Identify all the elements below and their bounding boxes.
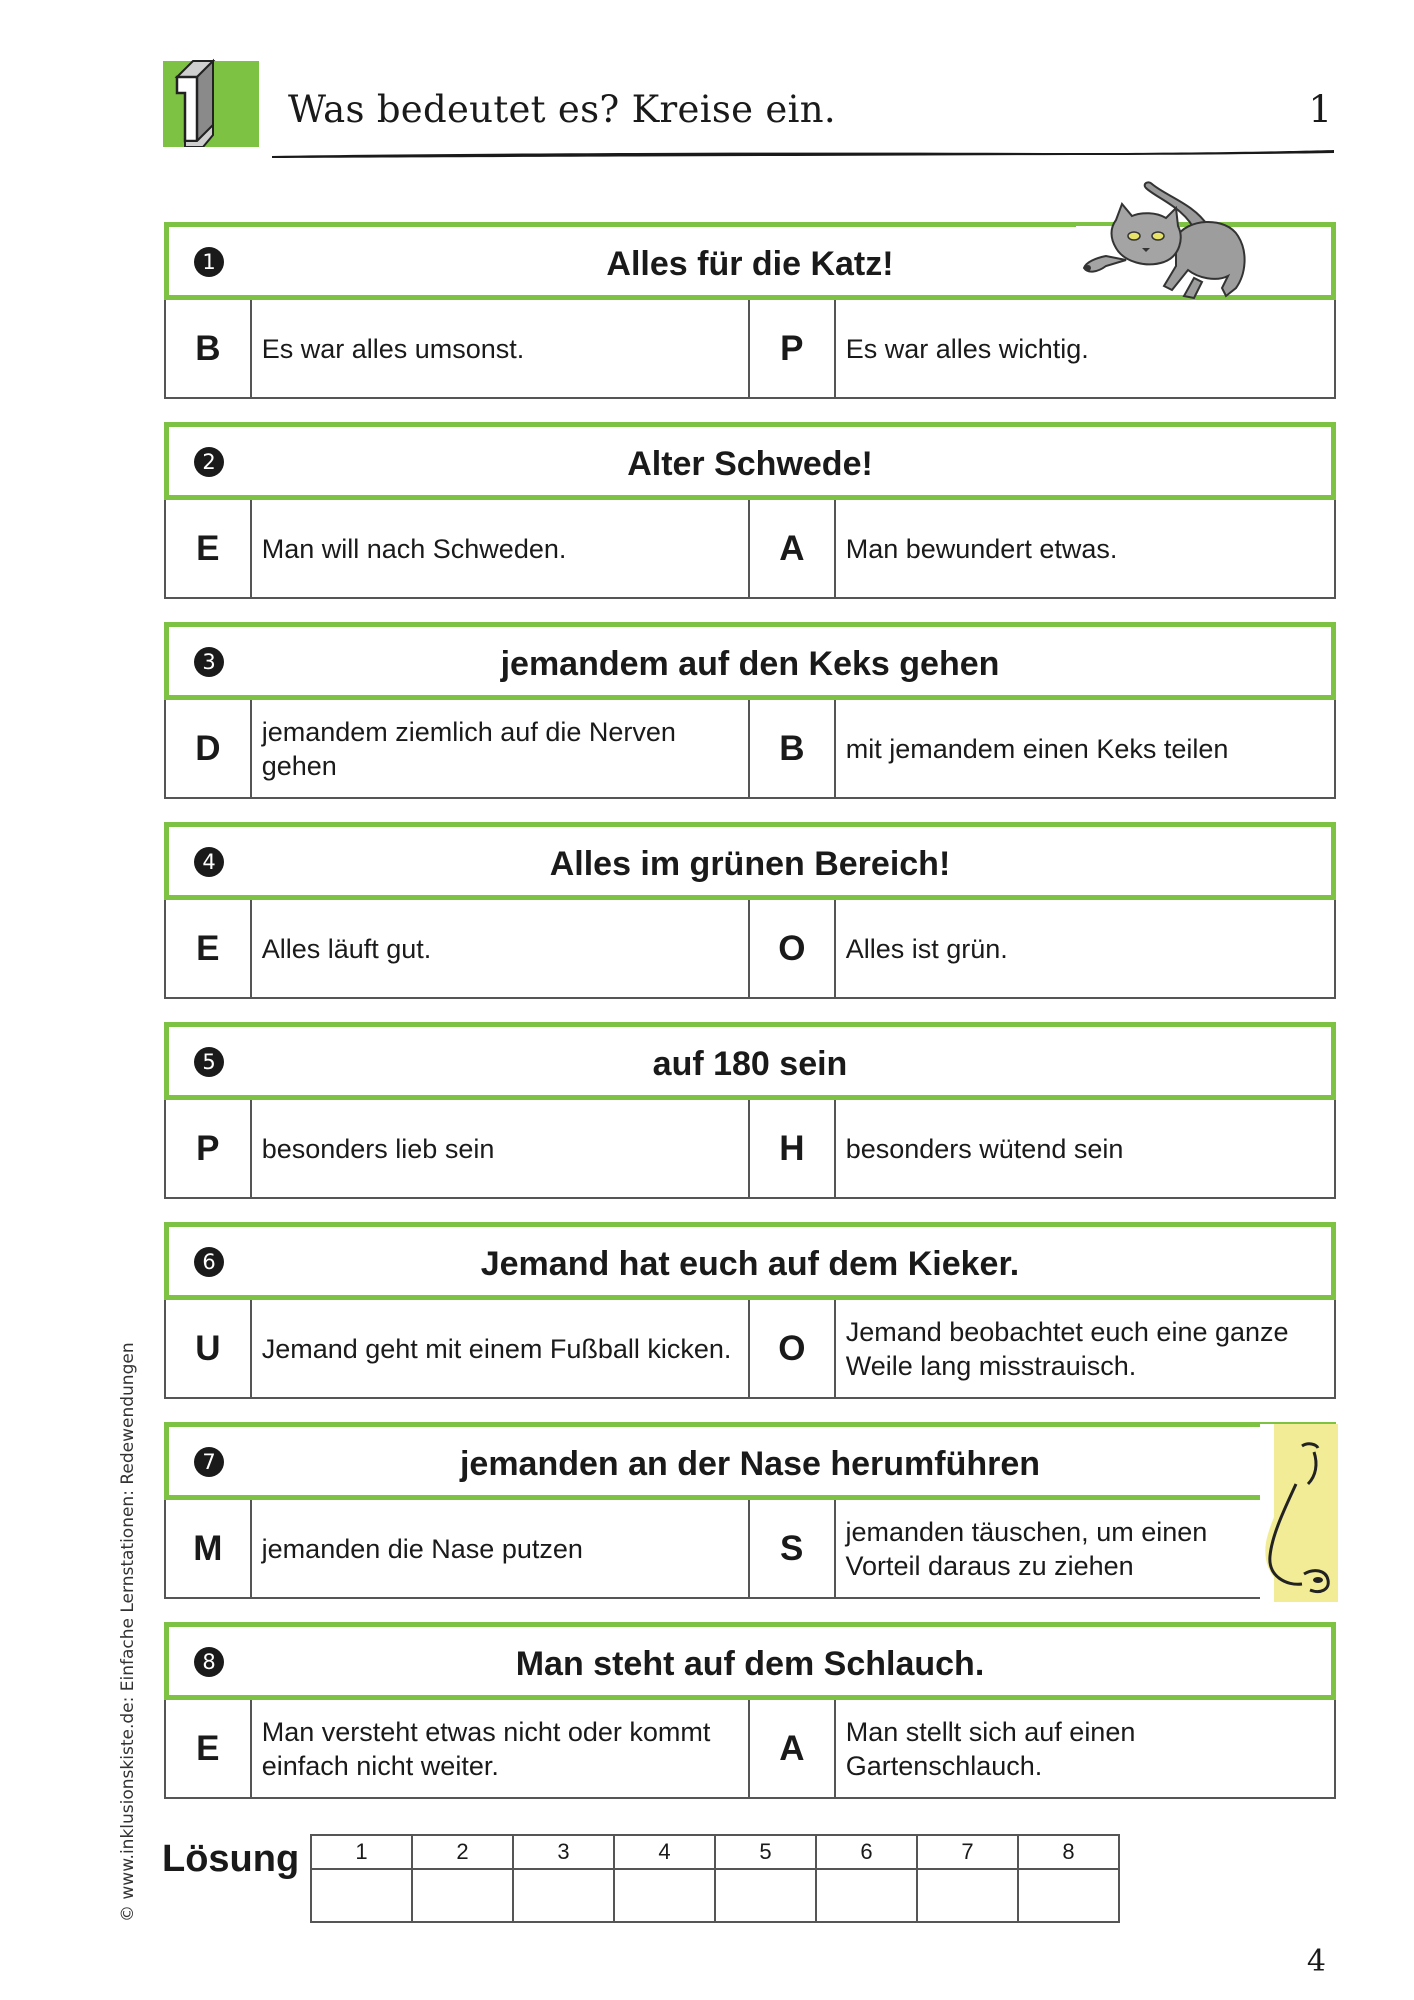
question-number: 2 — [194, 447, 224, 477]
answer-text: Man versteht etwas nicht oder kommt einfach nicht weiter. — [261, 1716, 711, 1781]
solution-answer-cell[interactable] — [614, 1869, 715, 1922]
answer-option-right — [836, 500, 1334, 597]
answer-text: mit jemandem einen Keks teilen — [845, 733, 1229, 764]
question-number: 5 — [194, 1047, 224, 1077]
answer-row — [164, 900, 1336, 999]
question-block-6 — [164, 1222, 1336, 1399]
answer-letter-left[interactable]: P — [166, 1100, 252, 1197]
answer-text: Jemand geht mit einem Fußball kicken. — [261, 1333, 732, 1364]
solution-answer-cell[interactable] — [816, 1869, 917, 1922]
solution-answer-cell[interactable] — [1018, 1869, 1119, 1922]
question-number: 6 — [194, 1247, 224, 1277]
solution-column-number: 1 — [311, 1835, 412, 1869]
question-header — [164, 822, 1336, 900]
answer-text: besonders lieb sein — [261, 1133, 495, 1164]
answer-letter-right[interactable]: H — [750, 1100, 836, 1197]
answer-option-right — [836, 900, 1334, 997]
answer-letter-left[interactable]: E — [166, 900, 252, 997]
answer-letter-right[interactable]: A — [750, 1700, 836, 1797]
answer-letter-right[interactable]: A — [750, 500, 836, 597]
solution-answer-cell[interactable] — [715, 1869, 816, 1922]
answer-letter-left[interactable]: M — [166, 1500, 252, 1597]
question-number: 7 — [194, 1447, 224, 1477]
question-header — [164, 1422, 1336, 1500]
answer-option-right — [836, 1100, 1334, 1197]
question-block-7 — [164, 1422, 1336, 1599]
answer-row — [164, 1300, 1336, 1399]
answer-text: Man bewundert etwas. — [845, 533, 1118, 564]
question-phrase: Alles für die Katz! — [606, 245, 894, 283]
header-underline — [272, 148, 1334, 160]
solution-column-number: 5 — [715, 1835, 816, 1869]
question-block-5 — [164, 1022, 1336, 1199]
answer-text: besonders wütend sein — [845, 1133, 1124, 1164]
solution-column-number: 6 — [816, 1835, 917, 1869]
solution-column-number: 4 — [614, 1835, 715, 1869]
question-number: 8 — [194, 1647, 224, 1677]
answer-option-right — [836, 1300, 1334, 1397]
answer-row — [164, 300, 1336, 399]
answer-text: Es war alles wichtig. — [845, 333, 1089, 364]
answer-letter-left[interactable]: D — [166, 700, 252, 797]
solution-answer-cell[interactable] — [412, 1869, 513, 1922]
question-block-3 — [164, 622, 1336, 799]
answer-option-left — [252, 1100, 750, 1197]
answer-option-left — [252, 1500, 750, 1597]
answer-option-left — [252, 1700, 750, 1797]
question-number: 1 — [194, 247, 224, 277]
answer-option-left — [252, 300, 750, 397]
answer-text: jemanden die Nase putzen — [261, 1533, 583, 1564]
solution-answer-cell[interactable] — [513, 1869, 614, 1922]
answer-letter-left[interactable]: B — [166, 300, 252, 397]
solution-table — [310, 1834, 1120, 1923]
question-block-4 — [164, 822, 1336, 999]
question-phrase: Jemand hat euch auf dem Kieker. — [480, 1245, 1020, 1283]
answer-row — [164, 1100, 1336, 1199]
answer-text: Alles ist grün. — [845, 933, 1008, 964]
answer-letter-right[interactable]: O — [750, 900, 836, 997]
answer-letter-right[interactable]: B — [750, 700, 836, 797]
question-phrase: jemanden an der Nase herumführen — [459, 1445, 1041, 1483]
cat-icon — [1076, 178, 1256, 303]
station-number-badge — [163, 55, 259, 147]
answer-option-left — [252, 1300, 750, 1397]
station-number: 1 — [1308, 88, 1332, 131]
question-phrase: Alles im grünen Bereich! — [549, 845, 951, 883]
answer-option-right — [836, 1700, 1334, 1797]
answer-text: jemanden täuschen, um einen Vorteil daraus zu ziehen — [845, 1516, 1208, 1581]
question-header — [164, 1622, 1336, 1700]
answer-letter-left[interactable]: E — [166, 500, 252, 597]
answer-letter-left[interactable]: U — [166, 1300, 252, 1397]
question-phrase: Alter Schwede! — [627, 445, 873, 483]
answer-letter-left[interactable]: E — [166, 1700, 252, 1797]
solution-answer-cell[interactable] — [917, 1869, 1018, 1922]
answer-text: Man will nach Schweden. — [261, 533, 567, 564]
answer-option-right — [836, 700, 1334, 797]
question-header — [164, 422, 1336, 500]
answer-row — [164, 700, 1336, 799]
question-block-2 — [164, 422, 1336, 599]
worksheet-title: Was bedeutet es? Kreise ein. — [288, 88, 836, 131]
solution-column-number: 7 — [917, 1835, 1018, 1869]
question-header — [164, 622, 1336, 700]
answer-option-right — [836, 300, 1334, 397]
solution-answer-cell[interactable] — [311, 1869, 412, 1922]
question-number: 4 — [194, 847, 224, 877]
copyright-notice: © www.inklusionskiste.de: Einfache Lernstationen: Redewendungen — [118, 1342, 138, 1922]
nose-icon — [1260, 1424, 1338, 1602]
answer-row — [164, 500, 1336, 599]
solution-column-number: 8 — [1018, 1835, 1119, 1869]
answer-option-left — [252, 900, 750, 997]
solution-column-number: 2 — [412, 1835, 513, 1869]
answer-option-left — [252, 700, 750, 797]
answer-row — [164, 1700, 1336, 1799]
solution-column-number: 3 — [513, 1835, 614, 1869]
solution-label: Lösung — [162, 1838, 300, 1880]
answer-text: Jemand beobachtet euch eine ganze Weile lang misstrauisch. — [845, 1316, 1289, 1381]
question-header — [164, 1222, 1336, 1300]
page-number: 4 — [1306, 1944, 1326, 1979]
question-block-8 — [164, 1622, 1336, 1799]
answer-letter-right[interactable]: P — [750, 300, 836, 397]
question-phrase: auf 180 sein — [652, 1045, 848, 1083]
answer-row — [164, 1500, 1336, 1599]
answer-option-left — [252, 500, 750, 597]
answer-letter-right[interactable]: S — [750, 1500, 836, 1597]
question-phrase: jemandem auf den Keks gehen — [500, 645, 1000, 683]
question-phrase: Man steht auf dem Schlauch. — [515, 1645, 985, 1683]
answer-text: Man stellt sich auf einen Gartenschlauch. — [845, 1716, 1136, 1781]
question-header — [164, 1022, 1336, 1100]
answer-letter-right[interactable]: O — [750, 1300, 836, 1397]
answer-text: jemandem ziemlich auf die Nerven gehen — [261, 716, 676, 781]
answer-text: Es war alles umsonst. — [261, 333, 525, 364]
question-number: 3 — [194, 647, 224, 677]
answer-text: Alles läuft gut. — [261, 933, 432, 964]
